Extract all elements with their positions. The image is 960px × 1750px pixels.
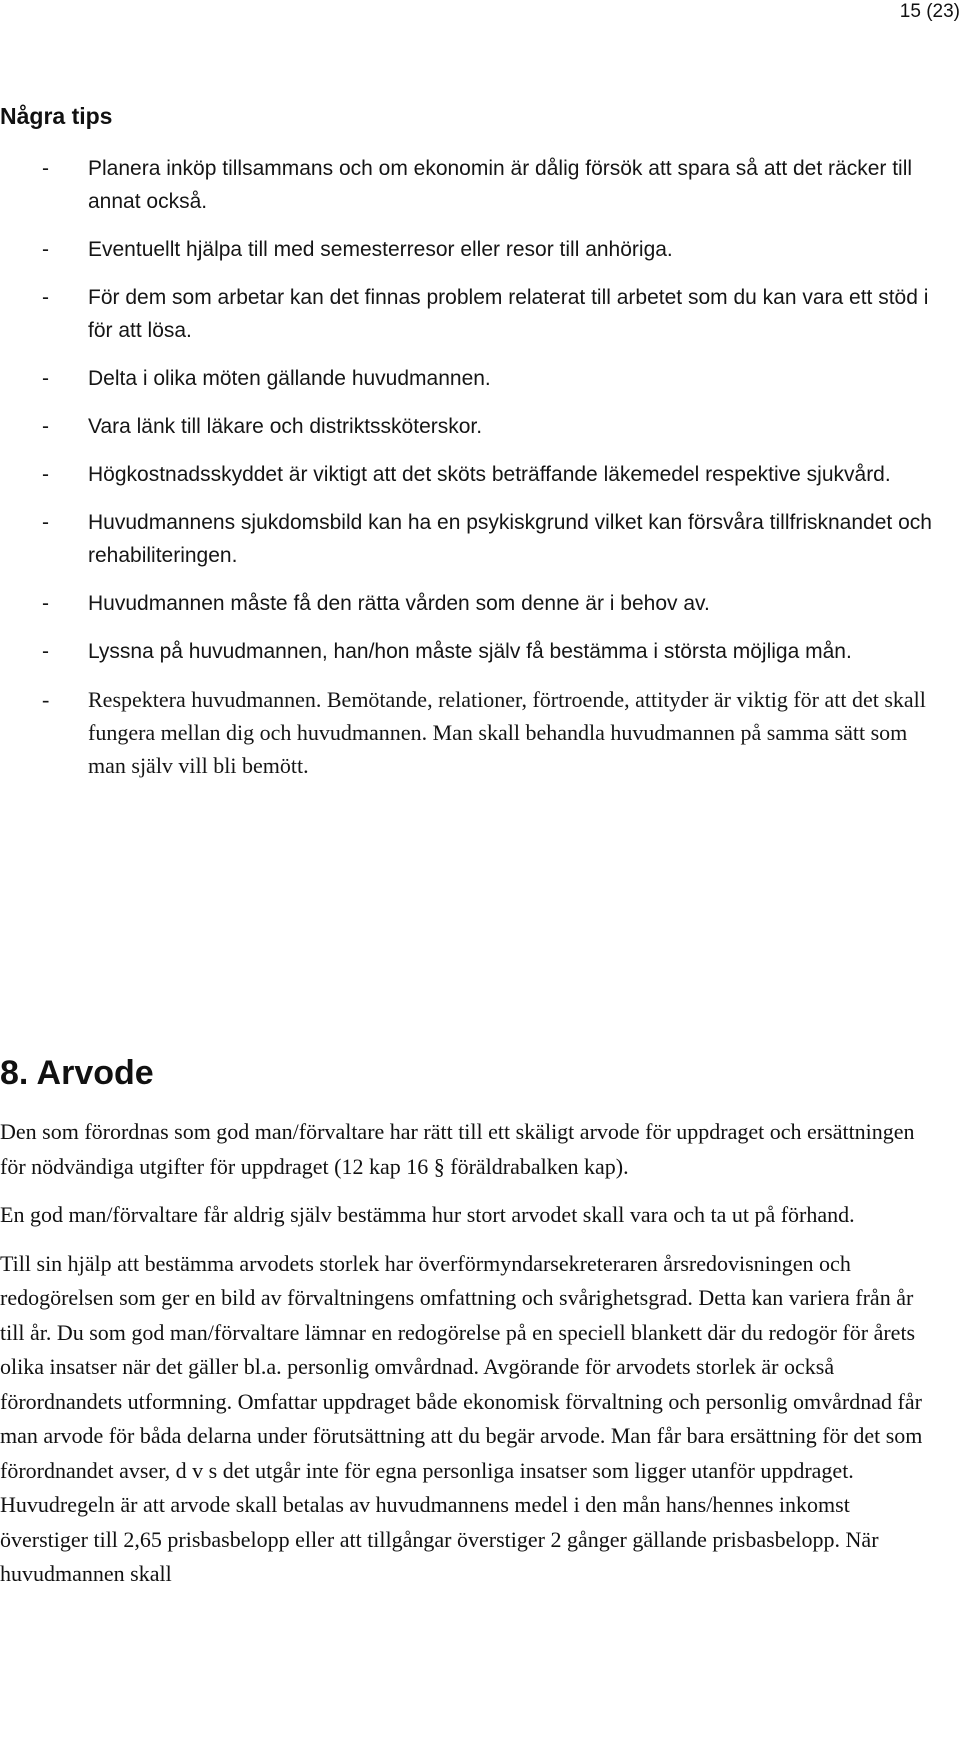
list-item (0, 506, 950, 572)
dash-marker: - (42, 511, 49, 534)
list-item (0, 362, 950, 395)
dash-marker: - (42, 415, 49, 438)
list-item-text: Planera inköp tillsammans och om ekonomin är dålig försök att spara så att det räcker till annat också. (88, 157, 913, 213)
tips-heading: Några tips (0, 103, 113, 129)
list-item (0, 683, 950, 782)
list-item-text: Lyssna på huvudmannen, han/hon måste själv få bestämma i största möjliga mån. (88, 640, 852, 663)
dash-marker: - (42, 157, 49, 180)
list-item (0, 281, 950, 347)
dash-marker: - (42, 238, 49, 261)
list-item-text: Eventuellt hjälpa till med semesterresor eller resor till anhöriga. (88, 238, 673, 261)
list-item (0, 635, 950, 668)
list-item (0, 458, 950, 491)
paragraph: Till sin hjälp att bestämma arvodets storlek har överförmyndarsekreteraren årsredovisningen och redogörelsen som ger en bild av förvaltningens omfattning och svårighetsgrad. Detta kan variera från år till år. Du som god man/förvaltare lämnar en redogörelse på en speciell blankett där du redogör för årets olika insatser när det gäller bl.a. personlig omvårdnad. Avgörande för arvodets storlek är också förordnandets utformning. Omfattar uppdraget både ekonomisk förvaltning och personlig omvårdnad får man arvode för båda delarna under förutsättning att du begär arvode. Man får bara ersättning för det som förordnandet avser, d v s det utgår inte för egna personliga insatser som ligger utanför uppdraget. Huvudregeln är att arvode skall betalas av huvudmannens medel i den mån hans/hennes inkomst överstiger till 2,65 prisbasbelopp eller att tillgångar överstiger 2 gånger gällande prisbasbelopp. När huvudmannen skall (0, 1250, 923, 1586)
page-number: 15 (23) (899, 1, 960, 22)
list-item-text: Delta i olika möten gällande huvudmannen. (88, 367, 491, 390)
list-item-text: Huvudmannen måste få den rätta vården som denne är i behov av. (88, 592, 710, 615)
dash-marker: - (42, 463, 49, 486)
list-item (0, 587, 950, 620)
list-item-text: Högkostnadsskyddet är viktigt att det sköts beträffande läkemedel respektive sjukvård. (88, 463, 891, 486)
list-item-text: Huvudmannens sjukdomsbild kan ha en psykiskgrund vilket kan försvåra tillfrisknandet och rehabiliteringen. (88, 511, 932, 567)
dash-marker: - (42, 286, 49, 309)
paragraph: En god man/förvaltare får aldrig själv bestämma hur stort arvodet skall vara och ta ut på förhand. (0, 1202, 855, 1227)
dash-marker: - (42, 367, 49, 390)
arvode-body (0, 1115, 940, 1606)
tips-list (0, 152, 950, 797)
list-item-text: Vara länk till läkare och distriktssköterskor. (88, 415, 483, 438)
paragraph: Den som förordnas som god man/förvaltare har rätt till ett skäligt arvode för uppdraget och ersättningen för nödvändiga utgifter för uppdraget (12 kap 16 § föräldrabalken kap). (0, 1119, 915, 1179)
dash-marker: - (42, 640, 49, 663)
list-item-text: För dem som arbetar kan det finnas problem relaterat till arbetet som du kan vara ett stöd i för att lösa. (88, 286, 929, 342)
dash-marker: - (42, 592, 49, 615)
section-heading-arvode: 8. Arvode (0, 1054, 154, 1092)
list-item (0, 233, 950, 266)
dash-marker: - (42, 687, 50, 712)
list-item (0, 152, 950, 218)
list-item-text: Respektera huvudmannen. Bemötande, relationer, förtroende, attityder är viktig för att det skall fungera mellan dig och huvudmannen. Man skall behandla huvudmannen på samma sätt som man själv vill bli bemött. (88, 687, 926, 778)
list-item (0, 410, 950, 443)
